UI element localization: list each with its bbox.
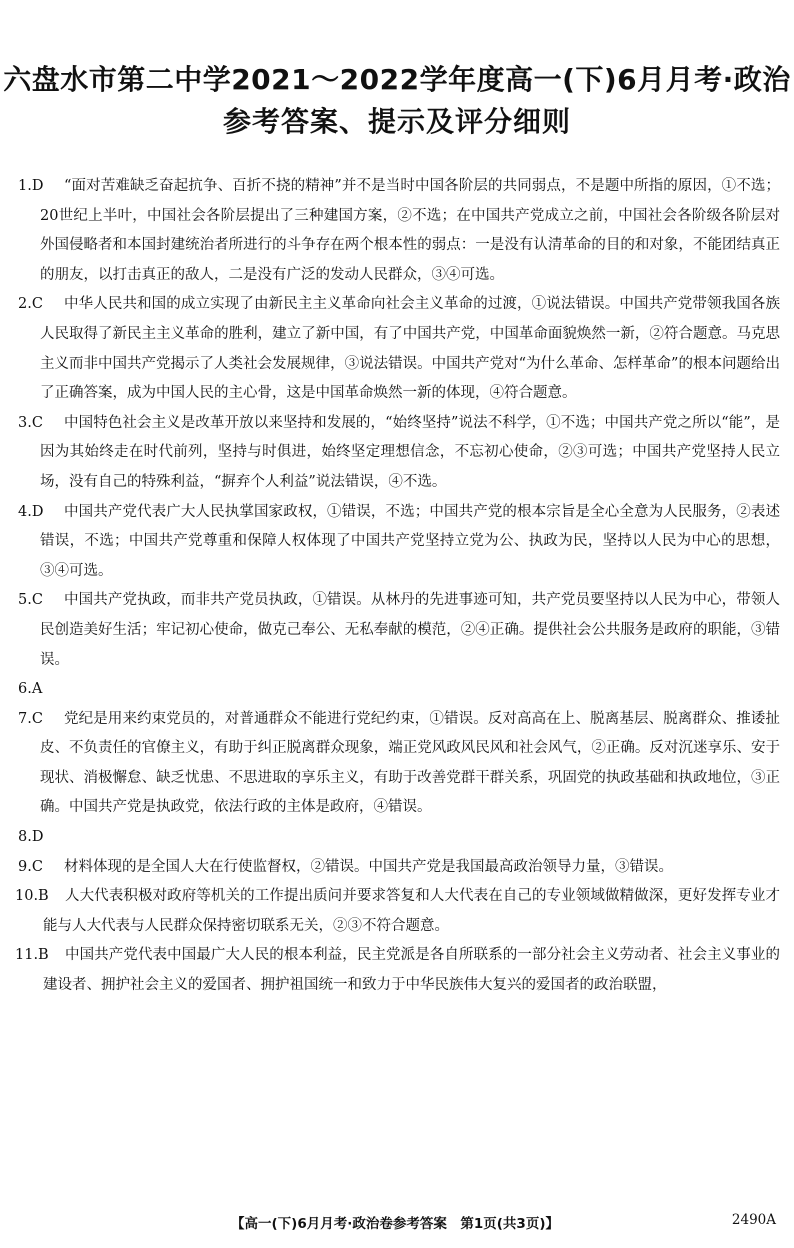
answer-item-2 xyxy=(0,290,794,408)
answer-explanation: 中国共产党代表广大人民执掌国家政权，①错误，不选；中国共产党的根本宗旨是全心全意为人民服务，②表述错误，不选；中国共产党尊重和保障人权体现了中国共产党坚持立党为公、执政为民，坚持以人民为中心的思想，③④可选。 xyxy=(40,503,780,579)
answer-number: 11.B xyxy=(15,947,49,964)
answer-explanation: 中国共产党代表中国最广大人民的根本利益，民主党派是各自所联系的一部分社会主义劳动者、社会主义事业的建设者、拥护社会主义的爱国者、拥护祖国统一和致力于中华民族伟大复兴的爱国者的政治联盟， xyxy=(43,947,780,994)
answer-item-7 xyxy=(0,705,794,823)
answer-explanation xyxy=(40,823,780,853)
answer-number: 10.B xyxy=(15,888,49,905)
answer-item-8 xyxy=(0,823,794,853)
answer-explanation: “面对苦难缺乏奋起抗争、百折不挠的精神”并不是当时中国各阶层的共同弱点，不是题中所指的原因，①不选；20世纪上半叶，中国社会各阶层提出了三种建国方案，②不选；在中国共产党成立之前，中国社会各阶级各阶层对外国侵略者和本国封建统治者所进行的斗争存在两个根本性的弱点：一是没有认清革命的目的和对象，不能团结真正的朋友，以打击真正的敌人，二是没有广泛的发动人民群众，③④可选。 xyxy=(40,178,780,283)
answer-explanation: 人大代表积极对政府等机关的工作提出质问并要求答复和人大代表在自己的专业领域做精做深，更好发挥专业才能与人大代表与人民群众保持密切联系无关，②③不符合题意。 xyxy=(43,888,780,934)
answer-list xyxy=(0,172,794,1001)
document-title: 六盘水市第二中学2021～2022学年度高一(下)6月月考·政治 xyxy=(3,63,791,96)
answer-explanation: 中华人民共和国的成立实现了由新民主主义革命向社会主义革命的过渡，①说法错误。中国共产党带领我国各族人民取得了新民主主义革命的胜利，建立了新中国，有了中国共产党，中国革命面貌焕然一新，②符合题意。马克思主义而非中国共产党揭示了人类社会发展规律，③说法错误。中国共产党对“为什么革命、怎样革命”的根本问题给出了正确答案，成为中国人民的主心骨，这是中国革命焕然一新的体现，④符合题意。 xyxy=(40,296,780,402)
document-subtitle: 参考答案、提示及评分细则 xyxy=(222,105,571,138)
answer-explanation: 中国共产党执政，而非共产党员执政，①错误。从林丹的先进事迹可知，共产党员要坚持以人民为中心，带领人民创造美好生活；牢记初心使命，做克己奉公、无私奉献的模范，②④正确。提供社会公共服务是政府的职能，③错误。 xyxy=(40,592,780,668)
answer-item-11 xyxy=(0,941,794,1000)
answer-number: 5.C xyxy=(18,592,43,609)
answer-item-4 xyxy=(0,498,794,587)
answer-number: 7.C xyxy=(18,710,43,727)
answer-explanation: 中国特色社会主义是改革开放以来坚持和发展的，“始终坚持”说法不科学，①不选；中国共产党之所以“能”，是因为其始终走在时代前列，坚持与时俱进，始终坚定理想信念，不忘初心使命，②③可选；中国共产党坚持人民立场，没有自己的特殊利益，“摒弃个人利益”说法错误，④不选。 xyxy=(40,414,780,490)
answer-number: 4.D xyxy=(18,503,44,520)
footer-page-info: 【高一(下)6月月考·政治卷参考答案 第1页(共3页)】 xyxy=(231,1216,559,1232)
answer-item-5 xyxy=(0,586,794,675)
answer-explanation xyxy=(40,675,780,705)
answer-explanation: 材料体现的是全国人大在行使监督权，②错误。中国共产党是我国最高政治领导力量，③错误。 xyxy=(64,858,673,875)
answer-number: 1.D xyxy=(18,178,44,194)
answer-item-9 xyxy=(0,853,794,883)
answer-item-10 xyxy=(0,882,794,941)
answer-number: 9.C xyxy=(18,858,43,875)
answer-item-6 xyxy=(0,675,794,705)
answer-number: 8.D xyxy=(18,829,44,846)
answer-number: 3.C xyxy=(18,414,43,431)
answer-explanation: 党纪是用来约束党员的，对普通群众不能进行党纪约束，①错误。反对高高在上、脱离基层、脱离群众、推诿扯皮、不负责任的官僚主义，有助于纠正脱离群众现象，端正党风政风民风和社会风气，②正确。反对沉迷享乐、安于现状、消极懈怠、缺乏忧患、不思进取的享乐主义，有助于改善党群干群关系，巩固党的执政基础和执政地位，③正确。中国共产党是执政党，依法行政的主体是政府，④错误。 xyxy=(40,710,780,816)
answer-item-3 xyxy=(0,409,794,498)
answer-number: 2.C xyxy=(18,296,43,313)
answer-number: 6.A xyxy=(18,681,43,698)
footer-code: 2490A xyxy=(731,1212,776,1228)
answer-item-1 xyxy=(0,172,794,290)
